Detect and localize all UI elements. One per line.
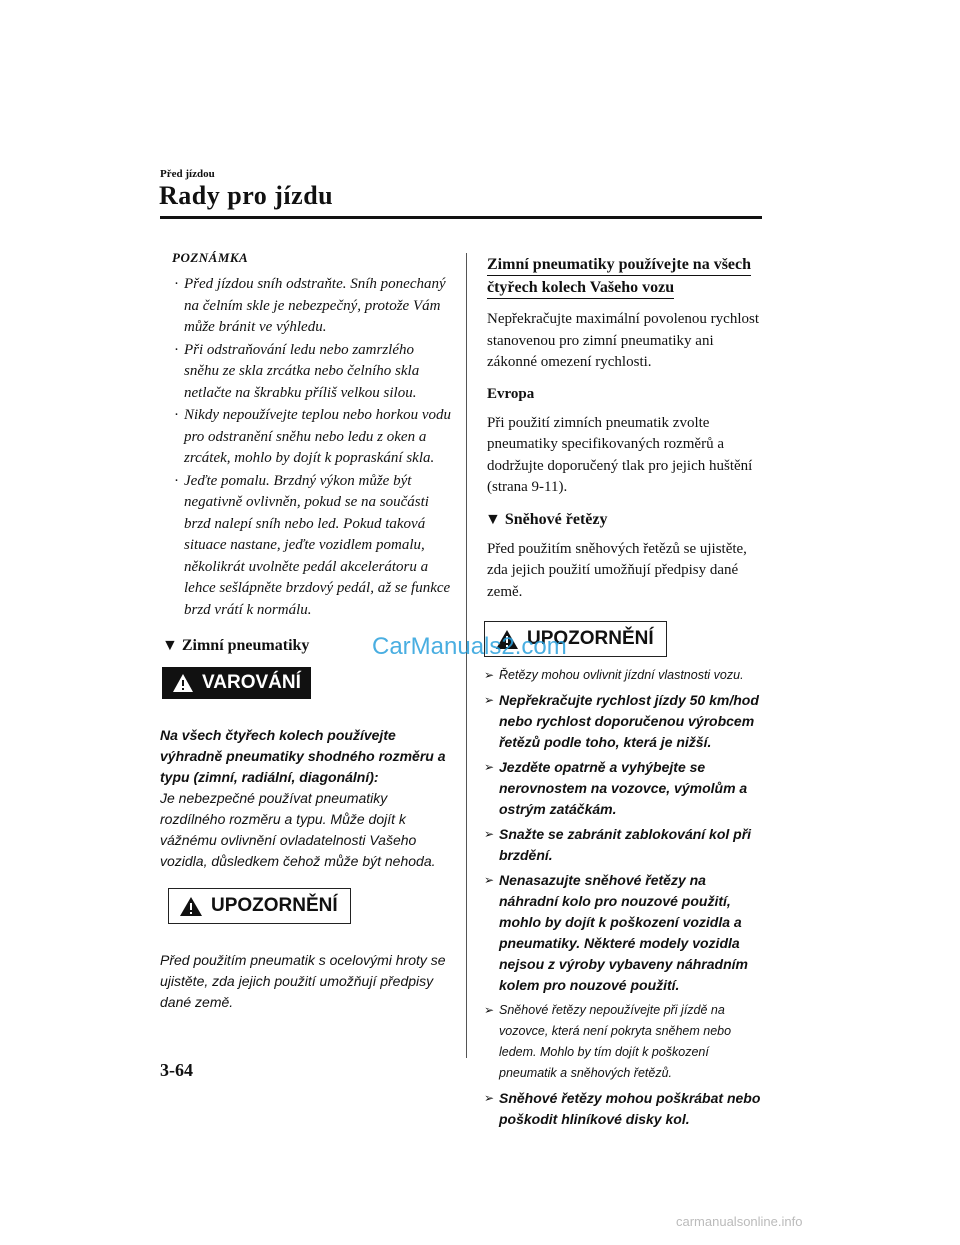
arrow-right-icon: ➢ [484, 1003, 495, 1017]
caution-body-text: Před použitím pneumatik s ocelovými hroty se ujistěte, zda jejich použití umožňují předpisy dané země. [160, 952, 446, 1010]
arrow-right-icon: ➢ [484, 760, 495, 774]
paragraph: Při použití zimních pneumatik zvolte pneumatiky specifikovaných rozměrů a dodržujte doporučený tlak pro jejich huštění (strana 9-11). [487, 414, 753, 495]
watermark: CarManuals2.com [372, 633, 567, 660]
caution-item: ➢ Nepřekračujte rychlost jízdy 50 km/hod nebo rychlost doporučenou výrobcem řetězů podle toho, která je nižší. [484, 692, 759, 750]
warning-triangle-icon [179, 896, 203, 917]
note-item: · Jeďte pomalu. Brzdný výkon může být negativně ovlivněn, pokud se na součásti brzd nalepí sníh nebo led. Pokud taková situace nastane, jeďte vozidlem pomalu, několikrát uvolněte pedál akcelerátoru a lehce sešlápněte brzdový pedál, až se funkce brzd vrátí k normálu. [174, 472, 451, 618]
page-number: 3-64 [160, 1060, 193, 1080]
header-rule [160, 216, 762, 219]
warning-text-block [160, 725, 452, 872]
arrow-right-icon: ➢ [484, 827, 495, 841]
caution-list [484, 665, 762, 1130]
page-title: Rady pro jízdu [159, 181, 334, 210]
bullet-dot: · [174, 472, 179, 489]
arrow-right-icon: ➢ [484, 873, 495, 887]
warning-bold-text: Na všech čtyřech kolech používejte výhradně pneumatiky shodného rozměru a typu (zimní, radiální, diagonální): [160, 727, 446, 785]
subsection-heading: Zimní pneumatiky používejte na všech čtyřech kolech Vašeho vozu [487, 256, 751, 299]
triangle-down-icon: ▼ [485, 510, 501, 528]
left-column [160, 250, 452, 1013]
caution-item: ➢ Jezděte opatrně a vyhýbejte se nerovnostem na vozovce, výmolům a ostrým zatáčkám. [484, 759, 748, 817]
bullet-dot: · [174, 276, 179, 292]
arrow-right-icon: ➢ [484, 693, 495, 707]
warning-label: VAROVÁNÍ [162, 667, 311, 699]
paragraph: Nepřekračujte maximální povolenou rychlost stanovenou pro zimní pneumatiky ani zákonné omezení rychlosti. [487, 311, 759, 370]
warning-triangle-icon [172, 673, 194, 693]
europe-heading: Evropa [487, 385, 535, 402]
paragraph: Před použitím sněhových řetězů se ujistěte, zda jejich použití umožňují předpisy dané země. [487, 540, 747, 600]
triangle-down-icon: ▼ [162, 637, 178, 654]
arrow-right-icon: ➢ [484, 1091, 495, 1105]
right-column [484, 253, 762, 1134]
caution-item: ➢ Řetězy mohou ovlivnit jízdní vlastnosti vozu. [484, 665, 762, 686]
bullet-dot: · [174, 341, 179, 358]
arrow-right-icon: ➢ [484, 668, 495, 682]
bullet-dot: · [174, 407, 179, 423]
note-item: · Před jízdou sníh odstraňte. Sníh ponechaný na čelním skle je nebezpečný, protože Vám může bránit ve výhledu. [174, 276, 446, 335]
winter-tires-heading: ▼ Zimní pneumatiky [162, 637, 310, 654]
footer-watermark: carmanualsonline.info [676, 1214, 803, 1229]
note-item: · Při odstraňování ledu nebo zamrzlého sněhu ze skla zrcátka nebo čelního skla netlačte na škrabku příliš velkou silou. [174, 341, 420, 401]
caution-item: ➢ Nenasazujte sněhové řetězy na náhradní kolo pro nouzové použití, mohlo by dojít k poškození vozidla a pneumatiky. Některé modely vozidla nejsou z výroby vybaveny náhradním kolem pro nouzové použití. [484, 872, 748, 993]
caution-item: ➢ Snažte se zabránit zablokování kol při brzdění. [484, 826, 752, 863]
snow-chains-heading: ▼ Sněhové řetězy [485, 510, 608, 528]
warning-body-text: Je nebezpečné používat pneumatiky rozdílného rozměru a typu. Může dojít k vážnému ovlivnění ovladatelnosti Vašeho vozidla, důsledkem čehož může být nehoda. [160, 790, 436, 869]
caution-label: UPOZORNĚNÍ [168, 888, 351, 924]
note-list [160, 274, 452, 621]
caution-label: UPOZORNĚNÍ [484, 621, 667, 657]
note-title: POZNÁMKA [172, 250, 249, 265]
note-item: · Nikdy nepoužívejte teplou nebo horkou vodu pro odstranění sněhu nebo ledu z oken a zrcátek, mohlo by dojít k popraskání skla. [174, 407, 452, 466]
section-label: Před jízdou [160, 168, 215, 180]
caution-item: ➢ Sněhové řetězy nepoužívejte při jízdě na vozovce, která není pokryta sněhem nebo ledem. Mohlo by tím dojít k poškození pneumatik a sněhových řetězů. [484, 1000, 762, 1084]
caution-item: ➢ Sněhové řetězy mohou poškrábat nebo poškodit hliníkové disky kol. [484, 1090, 761, 1127]
